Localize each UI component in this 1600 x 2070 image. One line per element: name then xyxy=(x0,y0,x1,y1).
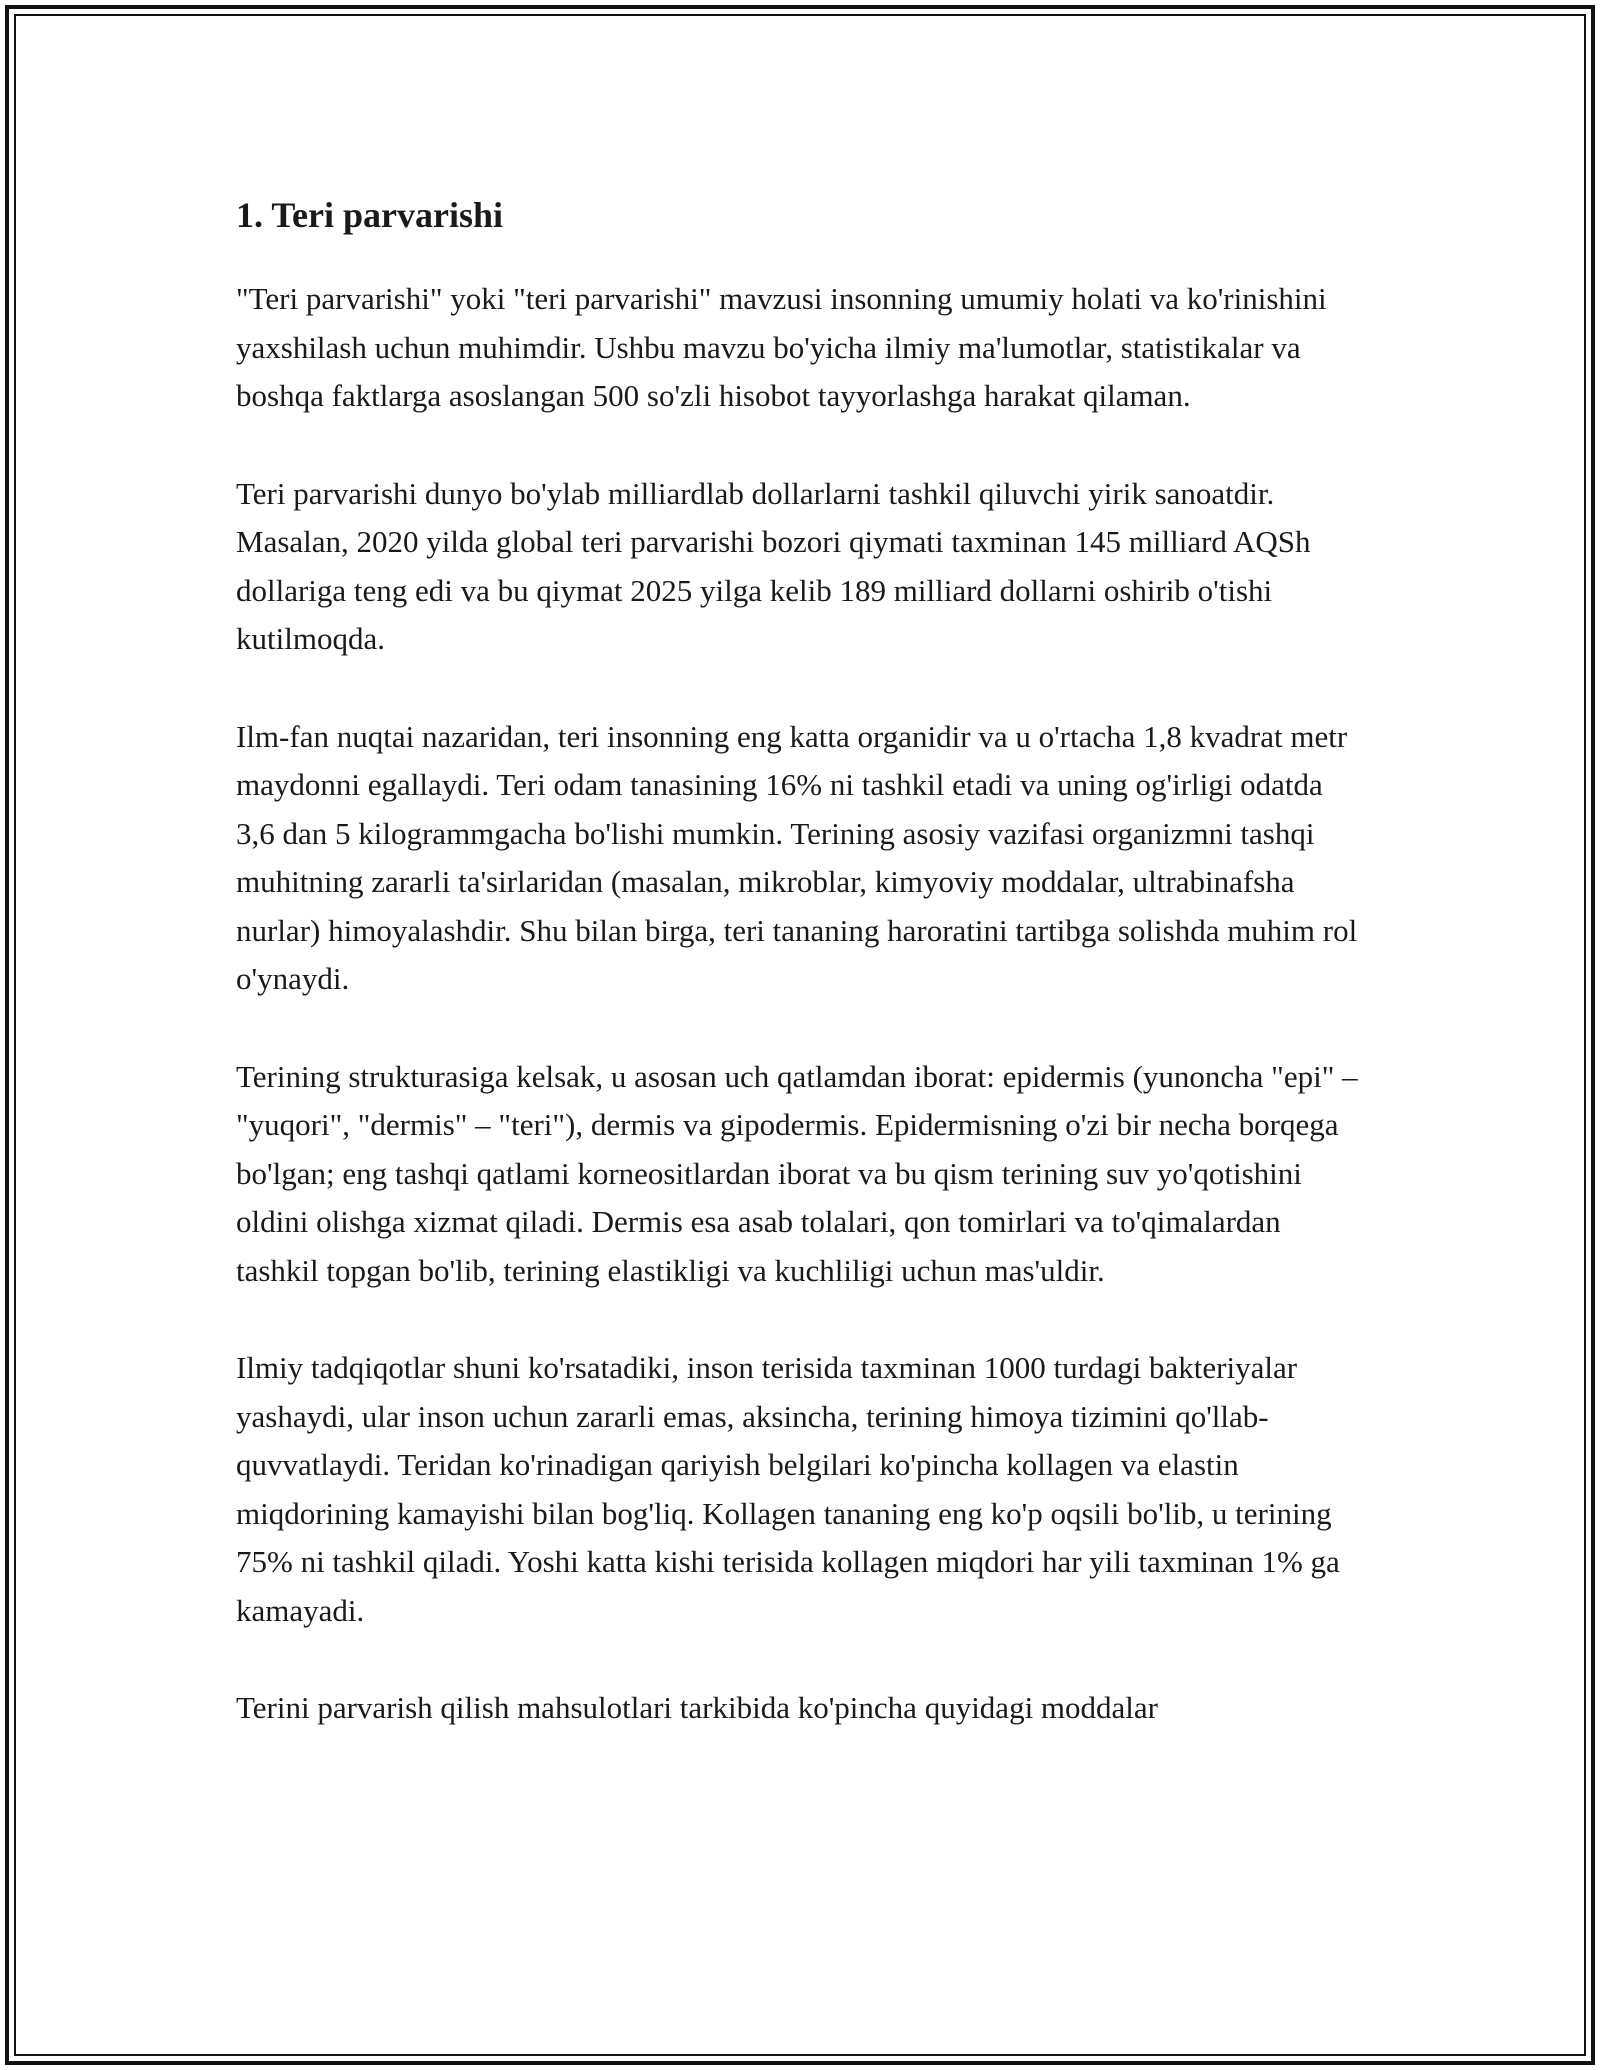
paragraph-structure: Terining strukturasiga kelsak, u asosan uch qatlamdan iborat: epidermis (yunoncha "epi" – "yuqori", "dermis" – "teri"), dermis va gipodermis. Epidermisning o'zi bir necha borqega bo'lgan; eng tashqi qatlami korneositlardan iborat va bu qism terining suv yo'qotishini oldini olishga xizmat qiladi. Dermis esa asab tolalari, qon tomirlari va to'qimalardan tashkil topgan bo'lib, terining elastikligi va kuchliligi uchun mas'uldir. xyxy=(236,1058,1358,1288)
paragraph-science: Ilm-fan nuqtai nazaridan, teri insonning eng katta organidir va u o'rtacha 1,8 kvadrat metr maydonni egallaydi. Teri odam tanasining 16% ni tashkil etadi va uning og'irligi odatda 3,6 dan 5 kilogrammgacha bo'lishi mumkin. Terining asosiy vazifasi organizmni tashqi muhitning zararli ta'sirlaridan (masalan, mikroblar, kimyoviy moddalar, ultrabinafsha nurlar) himoyalashdir. Shu bilan birga, teri tananing haroratini tartibga solishda muhim rol o'ynaydi. xyxy=(236,718,1358,996)
paragraph-intro: "Teri parvarishi" yoki "teri parvarishi" mavzusi insonning umumiy holati va ko'rinishini yaxshilash uchun muhimdir. Ushbu mavzu bo'yicha ilmiy ma'lumotlar, statistikalar va boshqa faktlarga asoslangan 500 so'zli hisobot tayyorlashga harakat qilaman. xyxy=(236,281,1327,413)
paragraph-products: Terini parvarish qilish mahsulotlari tarkibida ko'pincha quyidagi moddalar xyxy=(236,1690,1158,1725)
paragraph-research: Ilmiy tadqiqotlar shuni ko'rsatadiki, inson terisida taxminan 1000 turdagi bakteriyalar yashaydi, ular inson uchun zararli emas, aksincha, terining himoya tizimini qo'llab-quvvatlaydi. Teridan ko'rinadigan qariyish belgilari ko'pincha kollagen va elastin miqdorining kamayishi bilan bog'liq. Kollagen tananing eng ko'p oqsili bo'lib, u terining 75% ni tashkil qiladi. Yoshi katta kishi terisida kollagen miqdori har yili taxminan 1% ga kamayadi. xyxy=(236,1350,1340,1628)
section-heading: 1. Teri parvarishi xyxy=(236,195,504,235)
paragraph-industry: Teri parvarishi dunyo bo'ylab milliardlab dollarlarni tashkil qiluvchi yirik sanoatdir. Masalan, 2020 yilda global teri parvarishi bozori qiymati taxminan 145 milliard AQSh dollariga teng edi va bu qiymat 2025 yilga kelib 189 milliard dollarni oshirib o'tishi kutilmoqda. xyxy=(236,475,1311,656)
document-body xyxy=(236,183,1366,1782)
